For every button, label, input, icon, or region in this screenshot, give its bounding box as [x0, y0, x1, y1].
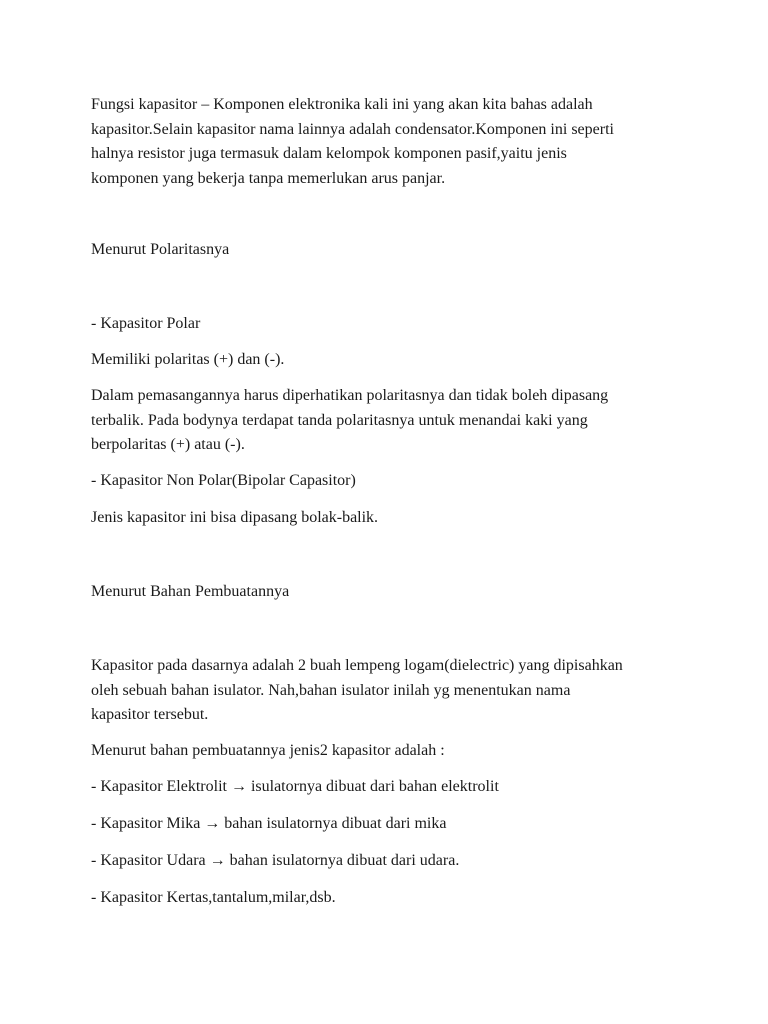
bahan-intro: Menurut bahan pembuatannya jenis2 kapasitor adalah : — [91, 742, 445, 759]
list-item: - Kapasitor Elektrolit → isulatornya dibuat dari bahan elektrolit — [91, 778, 499, 795]
polar-line: Memiliki polaritas (+) dan (-). — [91, 351, 285, 368]
list-item: - Kapasitor Kertas,tantalum,milar,dsb. — [91, 889, 336, 906]
polar-description — [91, 384, 691, 458]
text-line: halnya resistor juga termasuk dalam kelompok komponen pasif,yaitu jenis — [91, 145, 567, 162]
text-line: Fungsi kapasitor – Komponen elektronika kali ini yang akan kita bahas adalah — [91, 96, 593, 113]
list-item: - Kapasitor Udara → bahan isulatornya dibuat dari udara. — [91, 852, 460, 869]
text-line: kapasitor.Selain kapasitor nama lainnya adalah condensator.Komponen ini seperti — [91, 120, 614, 138]
nonpolar-description: Jenis kapasitor ini bisa dipasang bolak-balik. — [91, 509, 379, 526]
bahan-description — [91, 654, 691, 728]
polar-title: - Kapasitor Polar — [91, 315, 201, 332]
section-heading-bahan: Menurut Bahan Pembuatannya — [91, 583, 290, 600]
text-line: terbalik. Pada bodynya terdapat tanda polaritasnya untuk menandai kaki yang — [91, 411, 588, 429]
list-item: - Kapasitor Mika → bahan isulatornya dibuat dari mika — [91, 815, 447, 832]
text-line: komponen yang bekerja tanpa memerlukan arus panjar. — [91, 169, 446, 187]
text-line: berpolaritas (+) atau (-). — [91, 436, 245, 453]
text-line: kapasitor tersebut. — [91, 706, 209, 723]
text-line: oleh sebuah bahan isulator. Nah,bahan isulator inilah yg menentukan nama — [91, 681, 571, 699]
text-line: Dalam pemasangannya harus diperhatikan polaritasnya dan tidak boleh dipasang — [91, 387, 609, 404]
nonpolar-title: - Kapasitor Non Polar(Bipolar Capasitor) — [91, 472, 356, 489]
intro-paragraph — [91, 93, 691, 191]
section-heading-polaritas: Menurut Polaritasnya — [91, 241, 230, 258]
text-line: Kapasitor pada dasarnya adalah 2 buah lempeng logam(dielectric) yang dipisahkan — [91, 657, 623, 674]
